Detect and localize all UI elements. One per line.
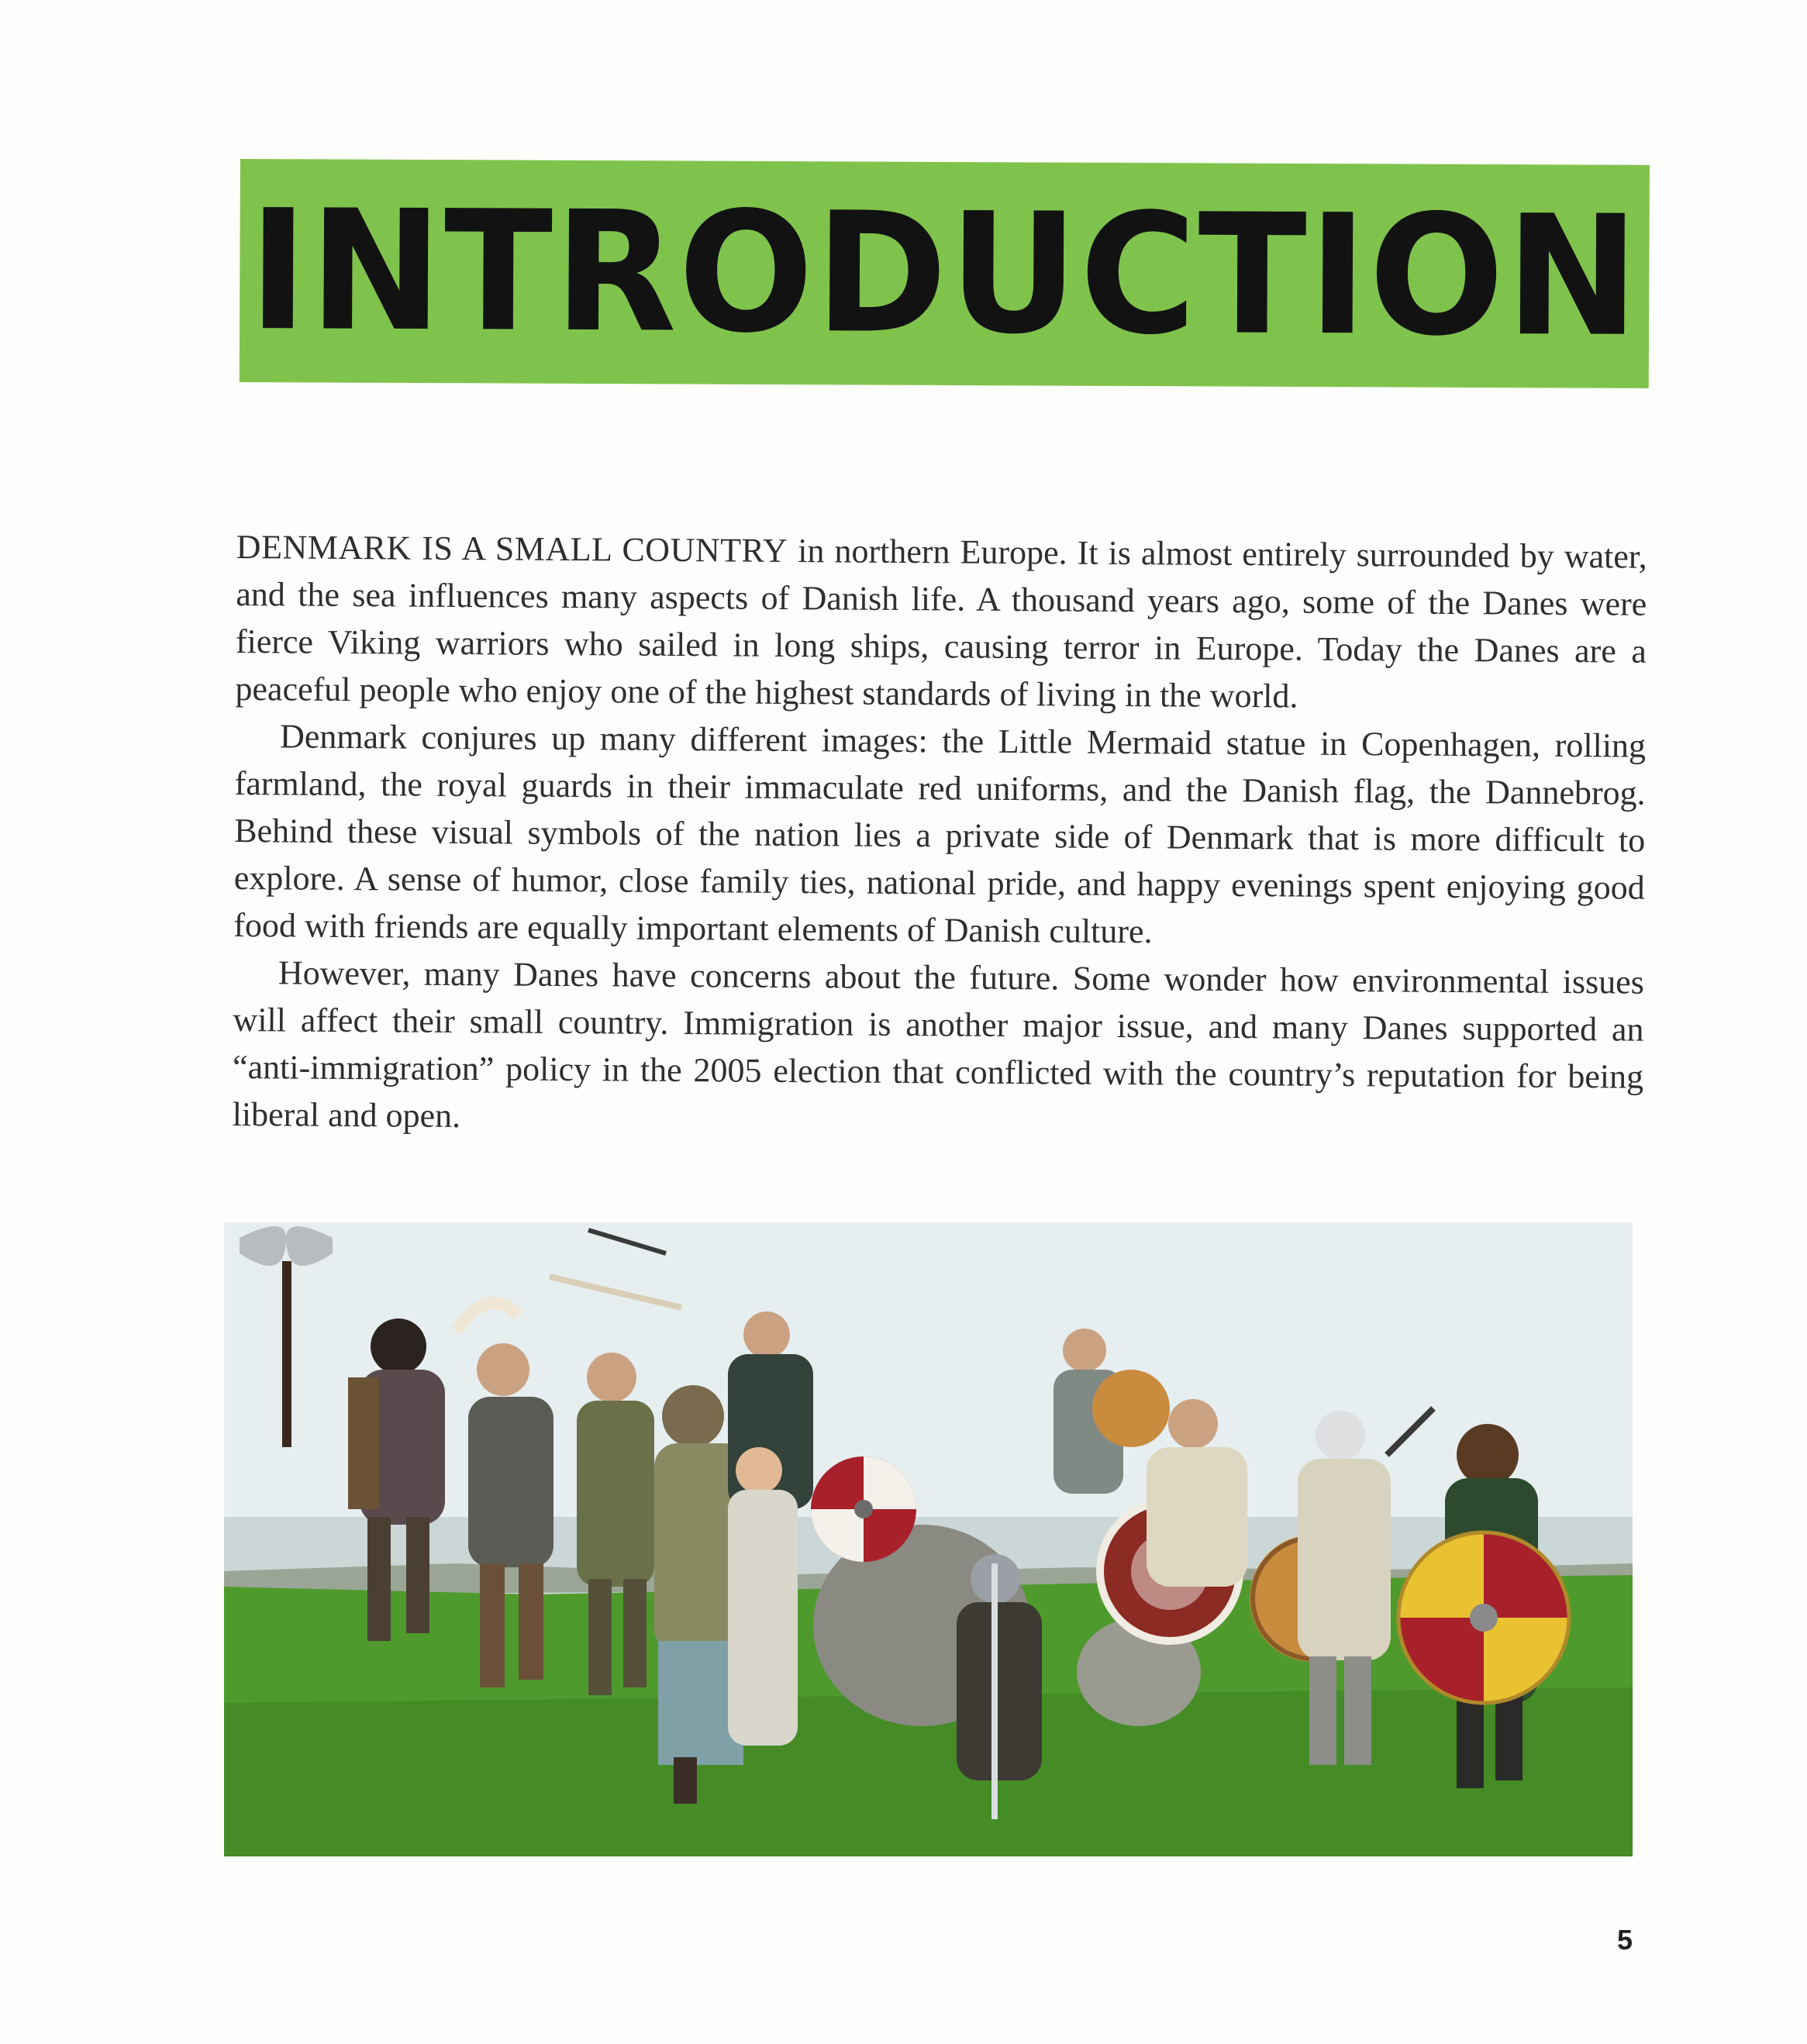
photo-shield-red-white bbox=[811, 1456, 916, 1562]
viking-reenactors-photo bbox=[224, 1222, 1633, 1856]
title-banner bbox=[240, 159, 1650, 388]
paragraph-1-lead: DENMARK IS A SMALL COUNTRY bbox=[236, 527, 788, 570]
page-number: 5 bbox=[1617, 1924, 1633, 1956]
body-text bbox=[232, 523, 1647, 1148]
photo-figure-woman bbox=[728, 1447, 798, 1746]
paragraph-3: However, many Danes have concerns about the future. Some wonder how environmental issues will affect their small country. Immigration is another major issue, and many Danes supported an “anti-immigration” policy in the 2005 election that conflicted with the country’s reputation for being liberal and open. bbox=[232, 953, 1645, 1136]
page-title: INTRODUCTION bbox=[248, 174, 1641, 374]
paragraph-2: Denmark conjures up many different images: the Little Mermaid statue in Copenhagen, rolling farmland, the royal guards in their immaculate red uniforms, and the Danish flag, the Dannebrog. Behind these visual symbols of the nation lies a private side of Denmark that is more difficult to explore. A sense of humor, close family ties, national pride, and happy evenings spent enjoying good food with friends are equally important elements of Danish culture. bbox=[233, 717, 1647, 951]
paragraph-1 bbox=[235, 523, 1647, 722]
paragraph-1-rest: in northern Europe. It is almost entirely surrounded by water, and the sea influences many aspects of Danish life. A thousand years ago, some of the Danes were fierce Viking warriors who sailed in long ships, causing terror in Europe. Today the Danes are a peaceful people who enjoy one of the highest standards of living in the world. bbox=[235, 531, 1647, 715]
photo-shield-red-yellow bbox=[1398, 1532, 1569, 1703]
